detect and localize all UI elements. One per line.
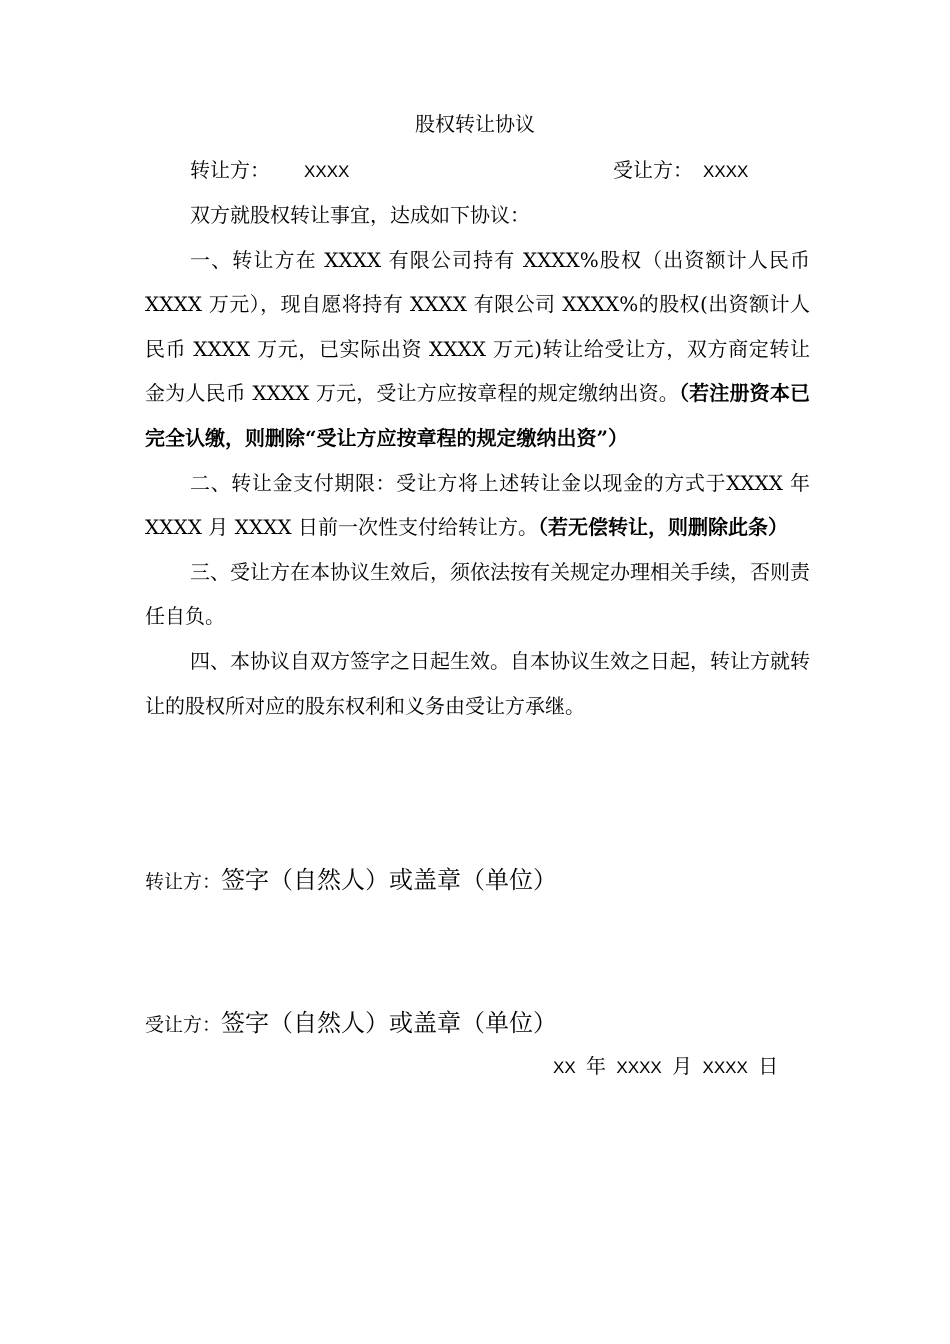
date-day: XXXX	[702, 1058, 748, 1077]
transferor-signature-text: 签字（自然人）或盖章（单位）	[221, 866, 558, 894]
transferee-signature-text: 签字（自然人）或盖章（单位）	[221, 1009, 558, 1037]
clause-1	[145, 238, 810, 461]
clause-1-text: 一、转让方在 XXXX 有限公司持有 XXXX%股权（出资额计人民币 XXXX 万元），现自愿将持有 XXXX 有限公司 XXXX%的股权(出资额计人民币 XXXX 万元，已实际出资 XXXX 万元)转让给受让方，双方商定转让金为人民币 XXXX 万元，受让方应按章程的规定缴纳出资。	[145, 247, 810, 406]
transferor-signature-label: 转让方：	[145, 871, 222, 893]
transferor-label: 转让方：	[190, 158, 270, 182]
date-month-unit: 月	[672, 1054, 693, 1078]
clause-2-text: 二、转让金支付期限：受让方将上述转让金以现金的方式于XXXX 年 XXXX 月 XXXX 日前一次性支付给转让方。	[145, 470, 810, 540]
document-title: 股权转让协议	[415, 112, 535, 136]
clause-1-note: （若注册资本已完全认缴，则删除“受让方应按章程的规定缴纳出资”）	[145, 381, 810, 450]
agreement-body	[145, 193, 810, 728]
transferee-signature-label: 受让方：	[145, 1014, 222, 1036]
transferee-value: XXXX	[703, 162, 749, 181]
clause-2	[145, 461, 810, 550]
date-year: XX	[553, 1058, 576, 1077]
transferor-signature-line	[145, 860, 557, 895]
transferee-signature-line	[145, 1003, 557, 1038]
date-month: XXXX	[616, 1058, 662, 1077]
clause-3: 三、受让方在本协议生效后，须依法按有关规定办理相关手续，否则责任自负。	[145, 559, 810, 629]
transferor-value: XXXX	[304, 162, 350, 181]
transferee-party	[613, 156, 748, 186]
intro-paragraph: 双方就股权转让事宜，达成如下协议：	[190, 203, 530, 227]
parties-line	[190, 156, 810, 184]
clause-4: 四、本协议自双方签字之日起生效。自本协议生效之日起，转让方就转让的股权所对应的股东权利和义务由受让方承继。	[145, 648, 810, 718]
date-year-unit: 年	[586, 1054, 607, 1078]
clause-2-note: （若无偿转让，则删除此条）	[537, 515, 788, 540]
transferee-label: 受让方：	[613, 158, 693, 182]
date-day-unit: 日	[758, 1054, 779, 1078]
transferor-party	[190, 156, 349, 186]
date-line	[553, 1052, 778, 1082]
